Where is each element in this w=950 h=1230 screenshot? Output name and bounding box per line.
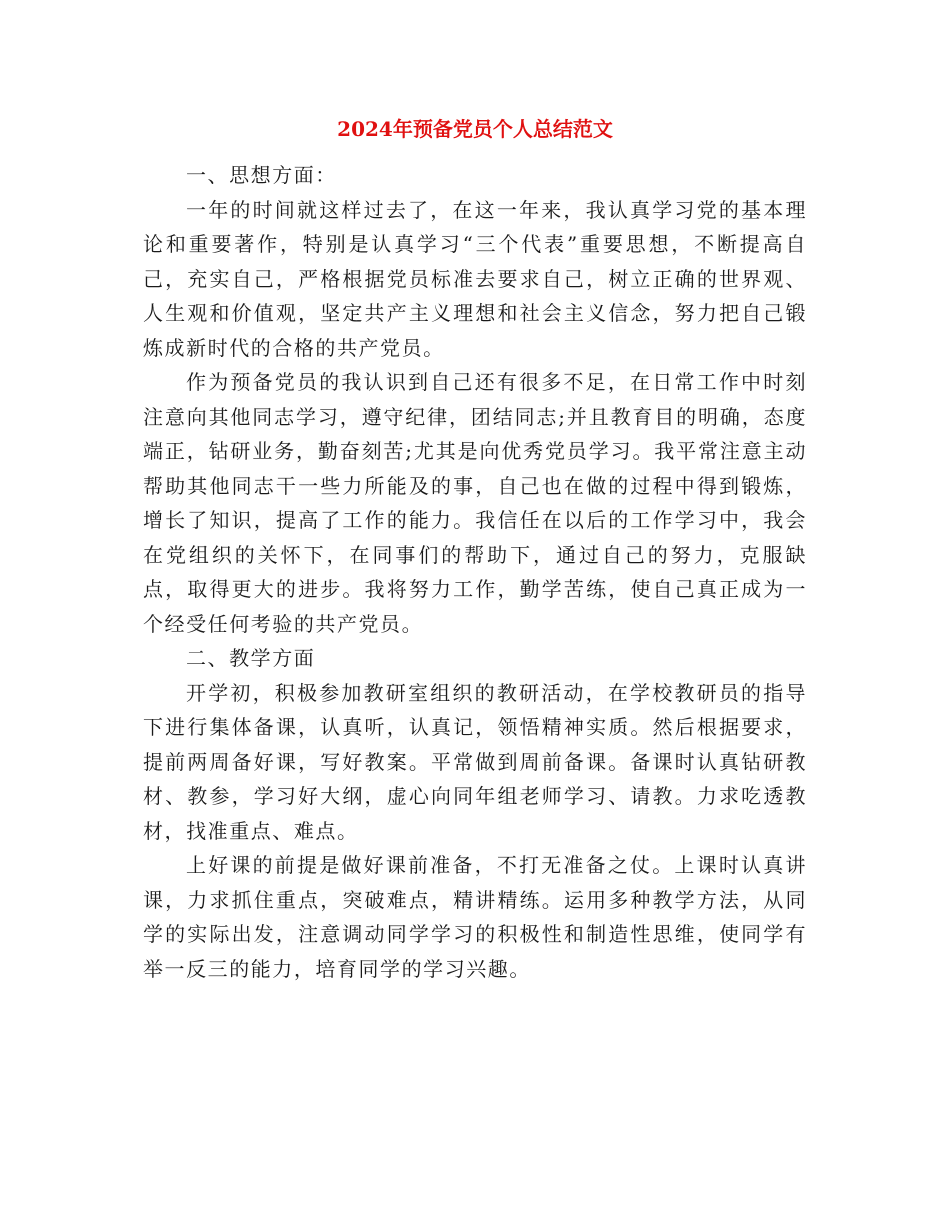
paragraph: 一年的时间就这样过去了，在这一年来，我认真学习党的基本理论和重要著作，特别是认真学习“三个代表”重要思想，不断提高自己，充实自己，严格根据党员标准去要求自己，树立正确的世界观、人生观和价值观，坚定共产主义理想和社会主义信念，努力把自己锻炼成新时代的合格的共产党员。 xyxy=(143,197,807,360)
paragraph: 上好课的前提是做好课前准备，不打无准备之仗。上课时认真讲课，力求抓住重点，突破难点，精讲精练。运用多种教学方法，从同学的实际出发，注意调动同学学习的积极性和制造性思维，使同学有举一反三的能力，培育同学的学习兴趣。 xyxy=(143,853,807,981)
document-body xyxy=(143,158,807,986)
document-title: 2024年预备党员个人总结范文 xyxy=(337,117,613,141)
paragraph: 作为预备党员的我认识到自己还有很多不足，在日常工作中时刻注意向其他同志学习，遵守纪律，团结同志;并且教育目的明确，态度端正，钻研业务，勤奋刻苦;尤其是向优秀党员学习。我平常注意主动帮助其他同志干一些力所能及的事，自己也在做的过程中得到锻炼，增长了知识，提高了工作的能力。我信任在以后的工作学习中，我会在党组织的关怀下，在同事们的帮助下，通过自己的努力，克服缺点，取得更大的进步。我将努力工作，勤学苦练，使自己真正成为一个经受任何考验的共产党员。 xyxy=(143,370,807,636)
paragraph: 开学初，积极参加教研室组织的教研活动，在学校教研员的指导下进行集体备课，认真听，认真记，领悟精神实质。然后根据要求，提前两周备好课，写好教案。平常做到周前备课。备课时认真钻研教材、教参，学习好大纲，虚心向同年组老师学习、请教。力求吃透教材，找准重点、难点。 xyxy=(143,680,807,843)
section-heading-teaching: 二、教学方面 xyxy=(186,646,316,670)
section-heading-thought: 一、思想方面： xyxy=(186,163,337,187)
